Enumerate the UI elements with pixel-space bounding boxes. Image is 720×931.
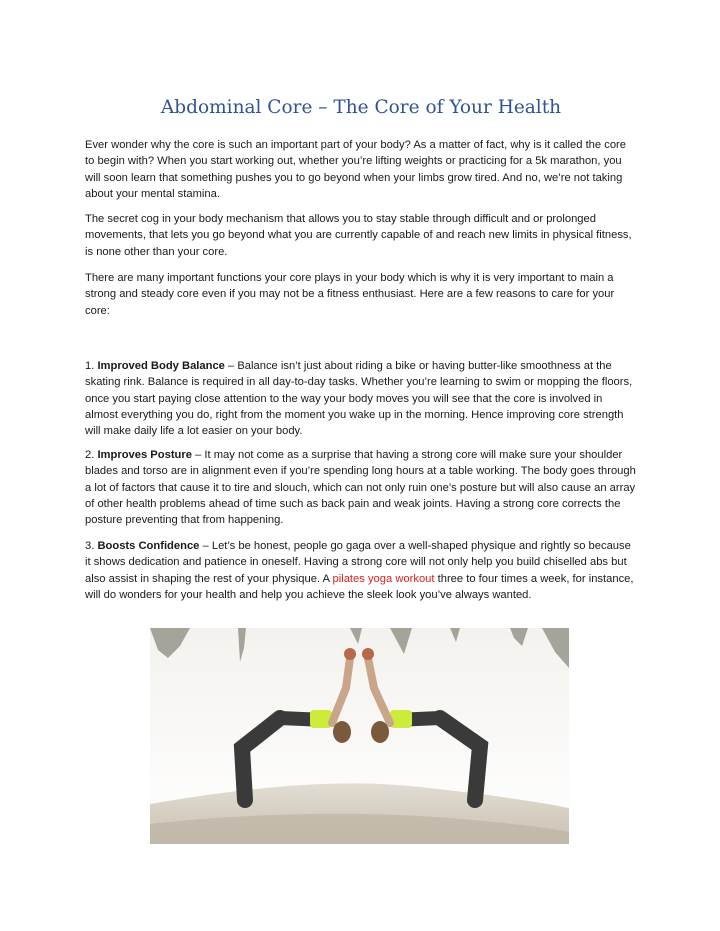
list-item-posture xyxy=(85,447,637,528)
list-item-text: – It may not come as a surprise that having a strong core will make sure your shoulder blades and torso are in alignment even if you’re spending long hours at a table working. The body goes through a lot of factors that cause it to tire and slouch, which can not only ruin one’s posture but will also cause an array of other health problems ahead of time such as back pain and weak joints. Having a strong core corrects the posture preventing that from happening. xyxy=(85,449,636,527)
list-item-text-before: – Let’s be honest, people go gaga over a well-shaped physique and rightly so because it shows dedication and patience in oneself. Having a strong core will not only help you build chiselled abs but also assist in shaping the rest of your physique. A xyxy=(85,540,631,585)
list-item-text-after: three to four times a week, for instance, will do wonders for your health and help you achieve the sleek look you’ve always wanted. xyxy=(85,572,634,601)
page-title: Abdominal Core – The Core of Your Health xyxy=(160,97,562,118)
list-item-heading: Boosts Confidence xyxy=(97,540,200,552)
list-item-heading: Improved Body Balance xyxy=(97,360,225,372)
list-item-number: 3. xyxy=(85,540,98,552)
intro-paragraph-2: The secret cog in your body mechanism that allows you to stay stable through difficult and or prolonged movements, that lets you go beyond what you are currently capable of and reach new limits in physical fitness, is none other than your core. xyxy=(85,213,632,258)
intro-paragraph-3: There are many important functions your core plays in your body which is why it is very important to main a strong and steady core even if you may not be a fitness enthusiast. Here are a few reasons to care for your core: xyxy=(85,272,615,317)
list-item-number: 1. xyxy=(85,360,98,372)
list-item-confidence xyxy=(85,538,637,603)
list-item-balance xyxy=(85,358,637,439)
intro-paragraph-1: Ever wonder why the core is such an important part of your body? As a matter of fact, why is it called the core to begin with? When you start working out, whether you’re lifting weights or practicing for a 5k marathon, you will soon learn that something pushes you to go beyond when your limbs grow tired. And no, we’re not taking about your mental stamina. xyxy=(85,139,626,200)
yoga-photo xyxy=(150,628,569,844)
pilates-yoga-workout-link[interactable]: pilates yoga workout xyxy=(332,572,435,585)
list-item-number: 2. xyxy=(85,449,98,461)
list-item-heading: Improves Posture xyxy=(97,449,192,461)
list-item-text: – Balance isn’t just about riding a bike or having butter-like smoothness at the skating rink. Balance is required in all day-to-day tasks. Whether you’re learning to swim or mopping the floors, once you start paying close attention to the way your body moves you will see that the core is involved in almost everything you do, right from the moment you wake up in the morning. Hence improving core strength will make daily life a lot easier on your body. xyxy=(85,360,633,438)
